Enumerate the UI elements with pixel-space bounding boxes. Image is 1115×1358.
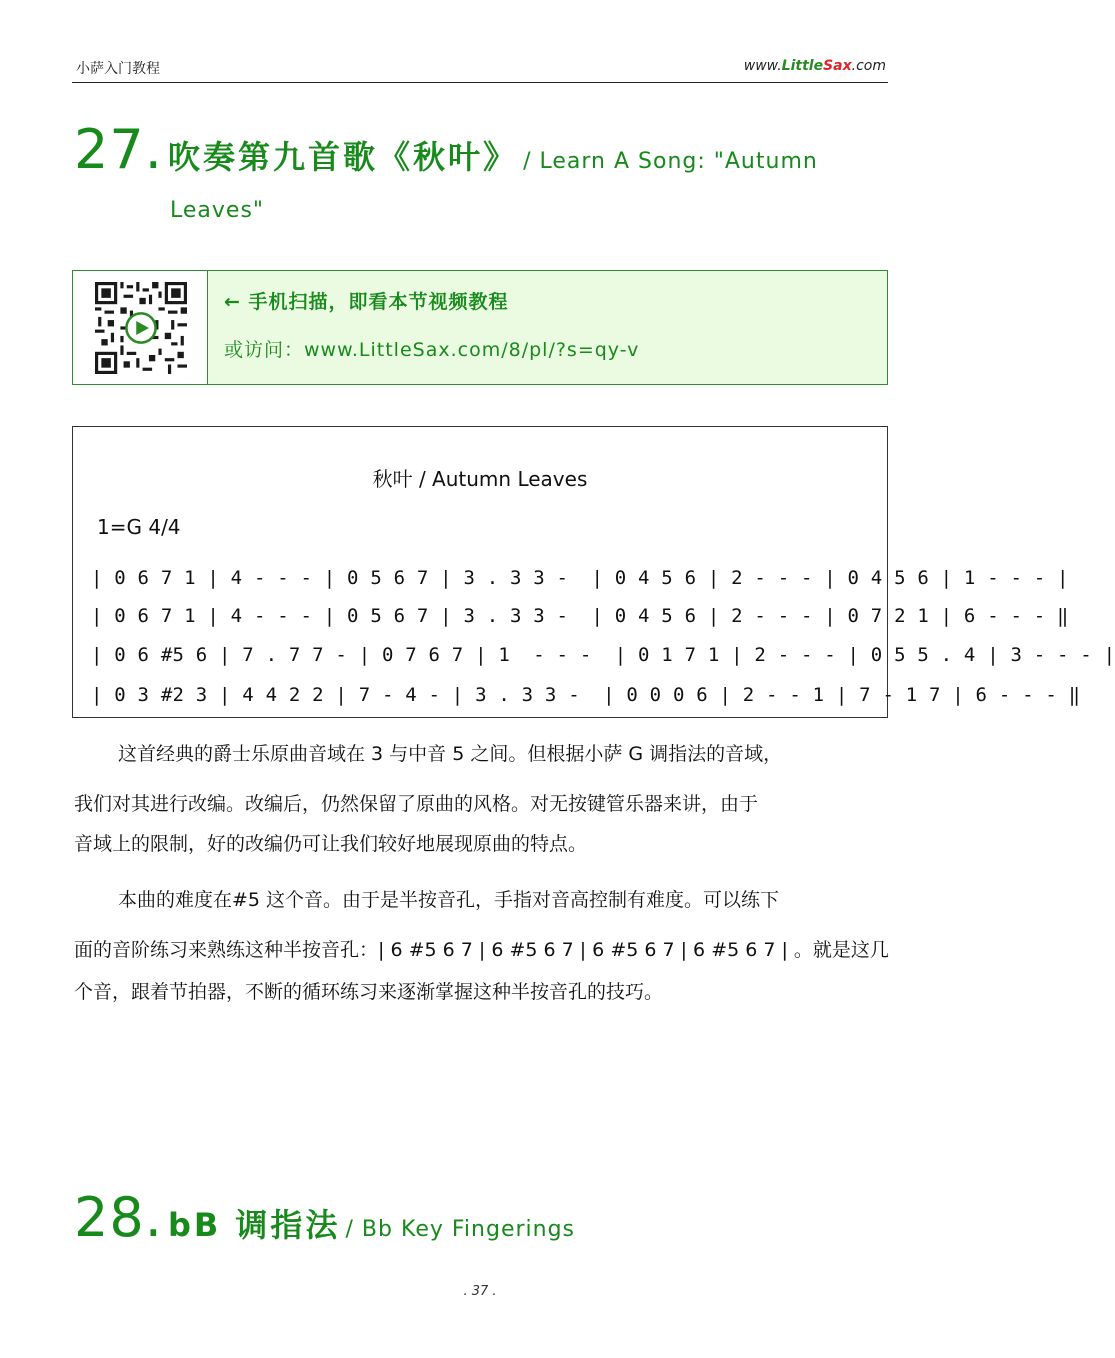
paragraph-2-line-2: 面的音阶练习来熟练这种半按音孔：| 6 #5 6 7 | 6 #5 6 7 | 6 #5 6 7 | 6 #5 6 7 | 。就是这几 xyxy=(74,939,889,961)
score-key-signature: 1=G 4/4 xyxy=(97,515,181,539)
paragraph-2-line-1: 本曲的难度在#5 这个音。由于是半按音孔，手指对音高控制有难度。可以练下 xyxy=(118,889,780,911)
section-number: 27. xyxy=(74,118,163,181)
video-link-box xyxy=(72,270,888,385)
website-brand-sax: Sax xyxy=(823,58,852,74)
section-title-en-continued: Leaves" xyxy=(170,198,265,223)
score-title: 秋叶 / Autumn Leaves xyxy=(372,467,588,491)
paragraph-1-line-2: 我们对其进行改编。改编后，仍然保留了原曲的风格。对无按键管乐器来讲，由于 xyxy=(74,793,759,815)
header-website[interactable] xyxy=(744,58,886,74)
section-title-zh: 吹奏第九首歌《秋叶》 xyxy=(167,138,518,176)
score-line-3: | 0 6 #5 6 | 7 . 7 7 - | 0 7 6 7 | 1 - - - | 0 1 7 1 | 2 - - - | 0 5 5 . 4 | 3 - - - | xyxy=(91,644,1115,666)
qr-code-cell xyxy=(73,271,208,384)
section-number: 28. xyxy=(74,1186,163,1249)
header-divider xyxy=(72,82,888,83)
score-line-4: | 0 3 #2 3 | 4 4 2 2 | 7 - 4 - | 3 . 3 3 - | 0 0 0 6 | 2 - - 1 | 7 - 1 7 | 6 - - - ‖ xyxy=(91,684,1081,706)
section-27-heading xyxy=(74,118,818,181)
score-line-1: | 0 6 7 1 | 4 - - - | 0 5 6 7 | 3 . 3 3 - | 0 4 5 6 | 2 - - - | 0 4 5 6 | 1 - - - | xyxy=(91,567,1069,589)
section-title-en: / Bb Key Fingerings xyxy=(345,1217,576,1242)
paragraph-1-line-1: 这首经典的爵士乐原曲音域在 3 与中音 5 之间。但根据小萨 G 调指法的音域， xyxy=(118,743,783,765)
header-title: 小萨入门教程 xyxy=(76,61,160,77)
website-brand-little: Little xyxy=(781,58,824,74)
page-number: . 37 . xyxy=(463,1284,497,1299)
section-title-en: / Learn A Song: "Autumn xyxy=(523,149,818,174)
visit-link[interactable]: 或访问：www.LittleSax.com/8/pl/?s=qy-v xyxy=(224,339,640,361)
section-28-heading xyxy=(74,1186,575,1249)
qr-code-icon[interactable] xyxy=(95,282,187,374)
paragraph-2-line-3: 个音，跟着节拍器，不断的循环练习来逐渐掌握这种半按音孔的技巧。 xyxy=(74,981,664,1003)
paragraph-1-line-3: 音域上的限制，好的改编仍可让我们较好地展现原曲的特点。 xyxy=(74,833,588,855)
score-line-2: | 0 6 7 1 | 4 - - - | 0 5 6 7 | 3 . 3 3 - | 0 4 5 6 | 2 - - - | 0 7 2 1 | 6 - - - ‖ xyxy=(91,605,1069,627)
sheet-music-box xyxy=(72,426,1115,718)
website-suffix: .com xyxy=(851,58,886,74)
section-title-zh: bB 调指法 xyxy=(167,1206,341,1244)
website-prefix: www. xyxy=(743,58,782,74)
scan-instruction: ← 手机扫描，即看本节视频教程 xyxy=(224,291,509,313)
